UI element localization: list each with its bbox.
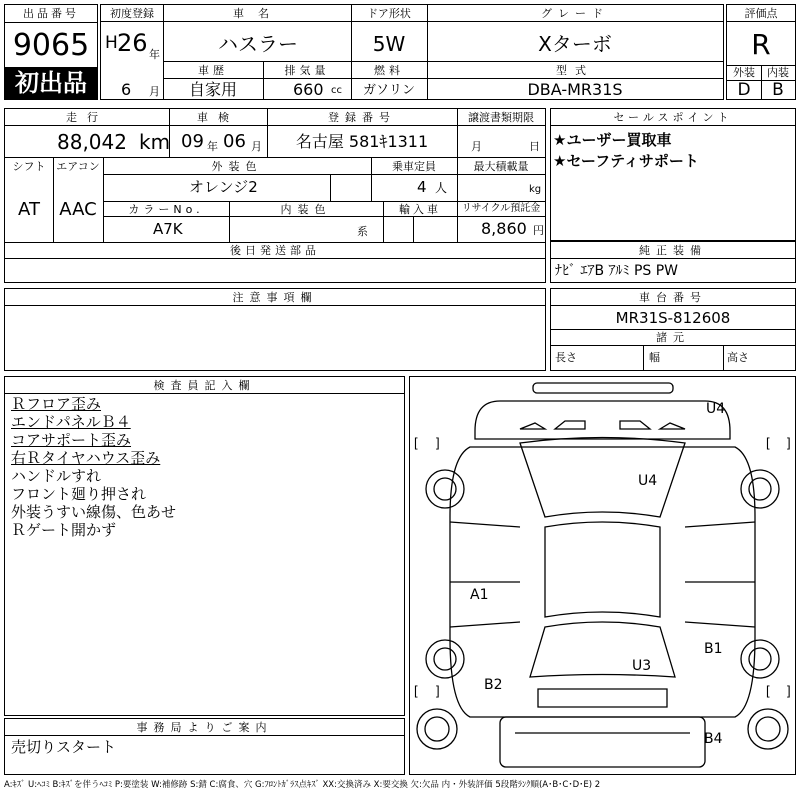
inspector-line: エンドパネルＢ４	[11, 413, 131, 431]
length-label: 長さ	[555, 351, 577, 364]
color-no-label: カラーNo.	[128, 203, 204, 216]
chassis-box	[550, 288, 796, 371]
color-no: A7K	[153, 220, 183, 238]
exterior-grade: D	[737, 80, 751, 100]
sales-points-box	[550, 108, 796, 241]
max-load-label: 最大積載量	[473, 160, 529, 173]
car-diagram-svg	[410, 377, 795, 774]
equipment-label: 純正装備	[639, 244, 707, 257]
car-name-label: 車名	[233, 7, 283, 20]
transfer-month: 月	[471, 140, 482, 153]
displacement-unit: cc	[331, 85, 342, 96]
ext-color: オレンジ2	[189, 178, 258, 196]
int-color-unit: 系	[357, 225, 368, 238]
equipment-box	[550, 241, 796, 283]
damage-mark: U3	[632, 658, 652, 674]
damage-mark: U4	[638, 473, 658, 489]
insp-month-unit: 月	[251, 140, 262, 153]
chassis-label: 車台番号	[639, 291, 707, 304]
sales-point-item: ★ユーザー買取車	[553, 131, 672, 149]
damage-mark: U4	[706, 401, 726, 417]
office-box	[4, 718, 405, 775]
first-reg-year: 26	[117, 29, 148, 57]
interior-grade: B	[772, 80, 784, 100]
inspector-line: Ｒゲート開かず	[11, 521, 117, 539]
ac: AAC	[59, 199, 97, 220]
mileage-unit: km	[139, 130, 171, 154]
height-label: 高さ	[727, 351, 749, 364]
inspector-line: 右Ｒタイヤハウス歪み	[11, 449, 161, 467]
era: H	[105, 33, 118, 53]
insp-year-unit: 年	[207, 140, 218, 153]
capacity: 4	[417, 178, 427, 196]
svg-text:[: [	[414, 435, 418, 450]
svg-text:]: ]	[436, 683, 440, 698]
ac-label: エアコン	[56, 160, 100, 173]
inspector-line: 外装うすい線傷、色あせ	[11, 503, 177, 521]
inspector-line: フロント廻り押され	[11, 485, 147, 503]
info-header	[100, 4, 724, 100]
plate-label: 登録番号	[328, 111, 396, 124]
model-label: 型式	[556, 64, 594, 77]
history: 自家用	[188, 80, 237, 99]
spec-table	[4, 108, 546, 283]
interior-label: 内装	[767, 66, 789, 79]
int-color-label: 内装色	[280, 203, 332, 216]
equipment-value: ﾅﾋﾞ ｴｱB ｱﾙﾐ PS PW	[555, 263, 679, 279]
fuel: ガソリン	[362, 83, 415, 98]
capacity-label: 乗車定員	[392, 160, 436, 173]
transfer-day: 日	[529, 140, 540, 153]
inspector-line: ハンドルすれ	[11, 467, 102, 485]
car-name: ハスラー	[218, 32, 298, 56]
model: DBA-MR31S	[527, 80, 623, 99]
year-unit: 年	[149, 48, 160, 61]
damage-mark: B1	[704, 641, 723, 657]
capacity-unit: 人	[435, 181, 448, 195]
sales-points-label: セールスポイント	[613, 111, 733, 124]
grade: Xターボ	[538, 32, 612, 56]
history-label: 車歴	[198, 64, 228, 77]
svg-text:]: ]	[787, 683, 791, 698]
max-load-unit: kg	[529, 184, 542, 195]
width-label: 幅	[649, 351, 660, 364]
damage-mark: A1	[470, 587, 489, 603]
fuel-label: 燃料	[374, 64, 404, 77]
door-type: 5W	[372, 32, 406, 56]
chassis-number: MR31S-812608	[615, 309, 731, 327]
ext-color-label: 外装色	[211, 160, 263, 173]
recycle-amount: 8,860	[481, 219, 527, 238]
damage-mark: B2	[484, 677, 503, 693]
first-reg-label: 初度登録	[110, 7, 154, 20]
notes-label: 注意事項欄	[232, 291, 318, 304]
svg-text:[: [	[766, 683, 770, 698]
inspection-year: 09	[181, 131, 204, 152]
dims-label: 諸元	[656, 331, 690, 344]
lot-number: 9065	[12, 28, 90, 63]
plate: 名古屋 581ｷ1311	[295, 132, 429, 151]
office-message: 売切りスタート	[11, 738, 117, 756]
mileage-label: 走行	[66, 111, 108, 124]
inspector-label: 検査員記入欄	[153, 379, 256, 392]
first-listing-badge: 初出品	[5, 67, 97, 99]
shift: AT	[18, 199, 40, 220]
month-unit: 月	[149, 85, 160, 98]
legend: A:ｷｽﾞ U:ﾍｺﾐ B:ｷｽﾞを伴うﾍｺﾐ P:要塗装 W:補修跡 S:錆 C:腐食、穴 G:ﾌﾛﾝﾄｶﾞﾗｽ点ｷｽﾞ XX:交換済み X:要交換 欠:欠品 内・外装評価 5段階ﾗﾝｸ順(A･B･C･D･E) 2	[4, 780, 601, 790]
score: R	[751, 28, 771, 61]
office-label: 事務局よりご案内	[136, 721, 273, 734]
recycle-unit: 円	[533, 224, 544, 237]
mileage: 88,042	[57, 130, 127, 154]
shift-label: シフト	[12, 160, 46, 173]
inspector-box	[4, 376, 405, 716]
door-label: ドア形状	[367, 7, 411, 20]
displacement: 660	[293, 80, 324, 99]
svg-text:[: [	[414, 683, 418, 698]
svg-text:]: ]	[436, 435, 440, 450]
displacement-label: 排気量	[284, 64, 330, 77]
import-label: 輸入車	[399, 203, 441, 216]
damage-mark: B4	[704, 731, 723, 747]
lot-box	[4, 4, 98, 100]
first-reg-month: 6	[121, 80, 132, 99]
recycle-label: リサイクル預託金	[461, 203, 541, 214]
exterior-label: 外装	[733, 66, 755, 79]
inspector-line: コアサポート歪み	[11, 431, 132, 449]
inspector-line: Ｒフロア歪み	[11, 395, 102, 413]
transfer-label: 譲渡書類期限	[468, 111, 534, 124]
sales-point-item: ★セーフティサポート	[553, 152, 699, 170]
lot-label: 出品番号	[23, 7, 79, 20]
car-diagram	[409, 376, 796, 775]
inspection-month: 06	[223, 131, 246, 152]
svg-text:]: ]	[787, 435, 791, 450]
grade-label: グレード	[541, 7, 609, 20]
score-label: 評価点	[744, 7, 778, 20]
inspection-label: 車検	[197, 111, 239, 124]
svg-text:[: [	[766, 435, 770, 450]
score-box	[726, 4, 796, 100]
notes-box	[4, 288, 546, 371]
later-parts-label: 後日発送部品	[230, 244, 320, 257]
